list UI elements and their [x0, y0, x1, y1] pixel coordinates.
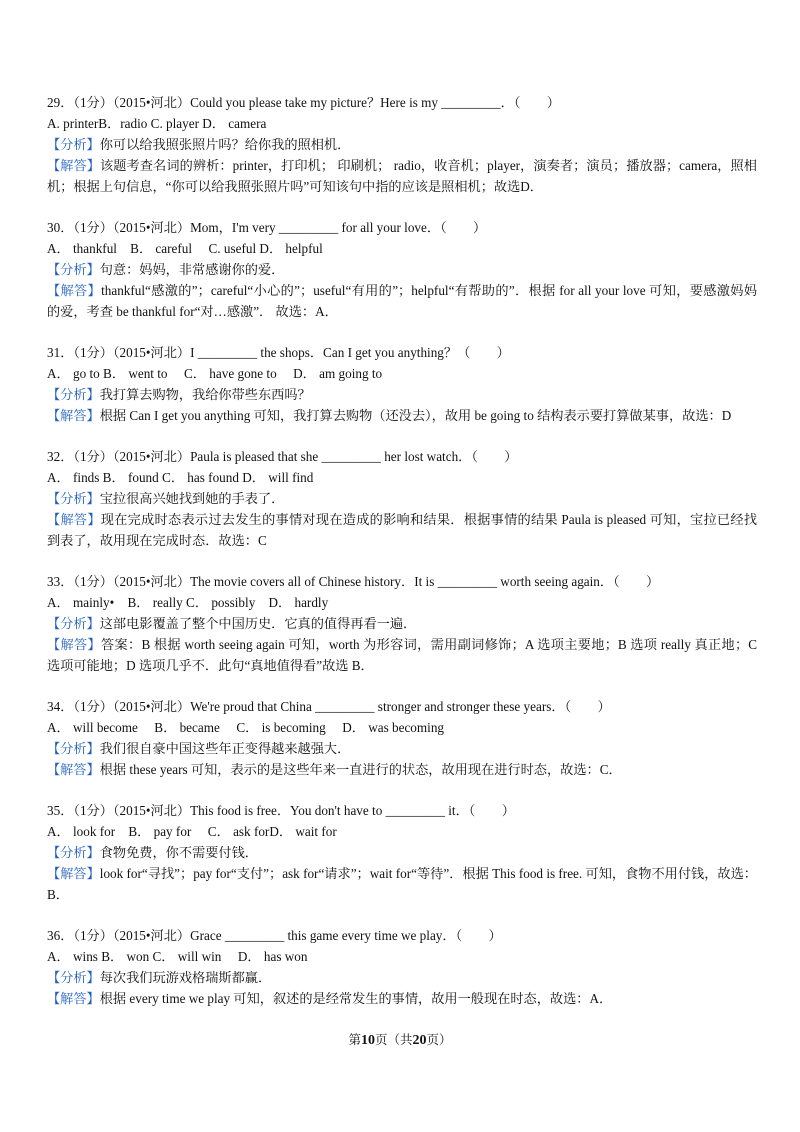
footer-middle: 页（共: [374, 1033, 413, 1047]
analysis-tag: 【分析】: [47, 262, 100, 277]
answer-line: [47, 863, 757, 905]
analysis-text: 这部电影覆盖了整个中国历史．它真的值得再看一遍．: [99, 616, 417, 631]
answer-line: [47, 405, 757, 426]
question-stem: 32．（1分）（2015•河北）Paula is pleased that she _________ her lost watch．（ ）: [47, 449, 518, 464]
answer-tag: 【解答】: [47, 637, 101, 652]
answer-tag: 【解答】: [47, 866, 100, 881]
question-list: [47, 92, 757, 1029]
question-34: [47, 696, 757, 780]
answer-text: 根据 these years 可知，表示的是这些年来一直进行的状态，故用现在进行时态，故选：C．: [99, 762, 622, 777]
question-stem: 30．（1分）（2015•河北）Mom，I'm very _________ for all your love．（ ）: [47, 220, 487, 235]
analysis-text: 我们很自豪中国这些年正变得越来越强大．: [99, 741, 351, 756]
answer-line: [47, 280, 757, 322]
question-options: A． will become B． became C． is becoming D． was becoming: [47, 720, 445, 735]
analysis-line: [47, 613, 757, 634]
analysis-tag: 【分析】: [47, 491, 100, 506]
analysis-tag: 【分析】: [47, 137, 100, 152]
answer-text: 根据 Can I get you anything 可知，我打算去购物（还没去），故用 be going to 结构表示要打算做某事，故选：D: [99, 408, 732, 423]
question-stem: 31．（1分）（2015•河北）I _________ the shops．Can I get you anything？（ ）: [47, 345, 510, 360]
question-36: [47, 925, 757, 1009]
question-stem: 36．（1分）（2015•河北）Grace _________ this game every time we play．（ ）: [47, 928, 502, 943]
analysis-line: [47, 738, 757, 759]
analysis-text: 我打算去购物，我给你带些东西吗？: [99, 387, 311, 402]
answer-tag: 【解答】: [47, 991, 100, 1006]
analysis-text: 句意：妈妈，非常感谢你的爱．: [99, 262, 285, 277]
question-options: A. printerB．radio C. player D． camera: [47, 116, 267, 131]
question-options: A． go to B． went to C． have gone to D． am going to: [47, 366, 383, 381]
question-33: [47, 571, 757, 676]
analysis-tag: 【分析】: [47, 741, 100, 756]
question-options: A． wins B． won C． will win D． has won: [47, 949, 308, 964]
answer-line: [47, 634, 757, 676]
footer-prefix: 第: [348, 1033, 361, 1047]
question-options: A． thankful B． careful C. useful D． helpful: [47, 241, 323, 256]
analysis-line: [47, 842, 757, 863]
answer-text: look for“寻找”；pay for“支付”；ask for“请求”；wait for“等待”．根据 This food is free. 可知，食物不用付钱，故选：B．: [47, 866, 757, 902]
question-31: [47, 342, 757, 426]
analysis-line: [47, 488, 757, 509]
analysis-text: 每次我们玩游戏格瑞斯都赢．: [99, 970, 272, 985]
analysis-line: [47, 967, 757, 988]
analysis-tag: 【分析】: [47, 387, 100, 402]
footer-suffix: 页）: [426, 1033, 452, 1047]
analysis-tag: 【分析】: [47, 616, 100, 631]
question-options: A． look for B． pay for C． ask forD． wait for: [47, 824, 337, 839]
answer-line: [47, 509, 757, 551]
analysis-text: 你可以给我照张照片吗？给你我的照相机．: [99, 137, 351, 152]
question-30: [47, 217, 757, 322]
answer-line: [47, 759, 757, 780]
total-page-number: 20: [412, 1033, 427, 1048]
page-footer: [0, 1032, 800, 1049]
answer-text: 答案：B 根据 worth seeing again 可知，worth 为形容词，需用副词修饰；A 选项主要地；B 选项 really 真正地；C 选项可能地；D 选项几乎不．此句“真地值得看”故选 B．: [47, 637, 758, 673]
answer-text: thankful“感激的”；careful“小心的”；useful“有用的”；helpful“有帮助的”．根据 for all your love 可知，要感激妈妈的爱，考查 be thankful for“对…感激”． 故选：A．: [47, 283, 758, 319]
answer-text: 根据 every time we play 可知，叙述的是经常发生的事情，故用一般现在时态，故选：A．: [99, 991, 613, 1006]
analysis-tag: 【分析】: [47, 845, 100, 860]
analysis-text: 食物免费，你不需要付钱．: [99, 845, 258, 860]
answer-tag: 【解答】: [47, 158, 101, 173]
answer-tag: 【解答】: [47, 408, 100, 423]
analysis-line: [47, 134, 757, 155]
question-stem: 33．（1分）（2015•河北）The movie covers all of Chinese history．It is _________ worth seeing again．（ ）: [47, 574, 660, 589]
analysis-tag: 【分析】: [47, 970, 100, 985]
question-options: A． mainly• B． really C． possibly D． hardly: [47, 595, 329, 610]
answer-text: 该题考查名词的辨析：printer，打印机； 印刷机； radio，收音机；player，演奏者；演员；播放器；camera，照相机；根据上句信息，“你可以给我照张照片吗”可知该句中指的应该是照相机；故选D．: [47, 158, 757, 194]
answer-tag: 【解答】: [47, 762, 100, 777]
question-32: [47, 446, 757, 551]
question-options: A． finds B． found C． has found D． will find: [47, 470, 314, 485]
answer-tag: 【解答】: [47, 283, 102, 298]
question-stem: 34．（1分）（2015•河北）We're proud that China _________ stronger and stronger these years．（ ）: [47, 699, 611, 714]
question-29: [47, 92, 757, 197]
question-35: [47, 800, 757, 905]
analysis-line: [47, 259, 757, 280]
answer-line: [47, 988, 757, 1009]
analysis-line: [47, 384, 757, 405]
answer-line: [47, 155, 757, 197]
question-stem: 35．（1分）（2015•河北）This food is free．You don't have to _________ it．（ ）: [47, 803, 515, 818]
current-page-number: 10: [360, 1033, 375, 1048]
answer-tag: 【解答】: [47, 512, 101, 527]
answer-text: 现在完成时态表示过去发生的事情对现在造成的影响和结果．根据事情的结果 Paula is pleased 可知，宝拉已经找到表了，故用现在完成时态．故选：C: [47, 512, 758, 548]
question-stem: 29．（1分）（2015•河北）Could you please take my picture？Here is my _________．（ ）: [47, 95, 560, 110]
analysis-text: 宝拉很高兴她找到她的手表了．: [99, 491, 285, 506]
